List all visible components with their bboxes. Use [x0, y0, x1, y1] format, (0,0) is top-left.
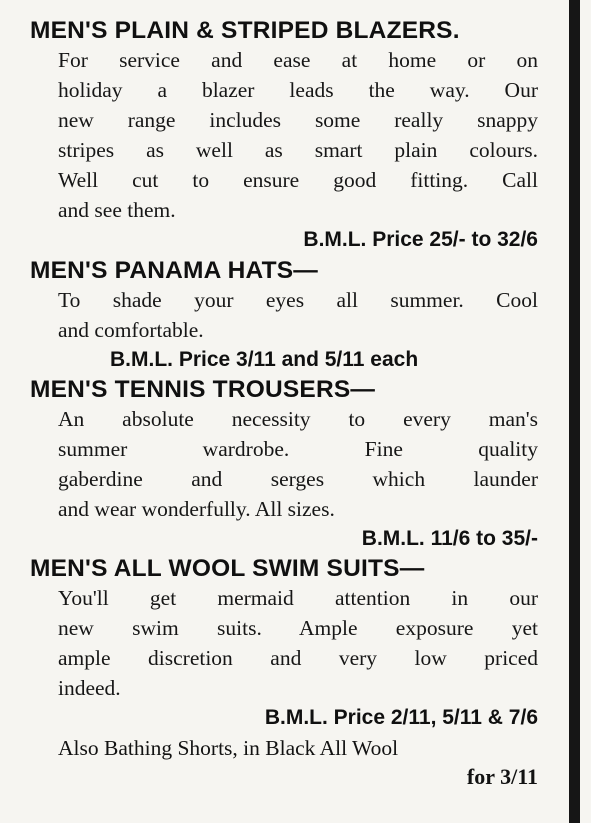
- body-line: To shade your eyes all summer. Cool: [58, 288, 538, 312]
- section-body: [30, 285, 538, 345]
- footer-price: for 3/11: [466, 764, 538, 789]
- section-body: [30, 583, 538, 703]
- price-line: B.M.L. Price 25/- to 32/6: [303, 228, 538, 251]
- advertisement: [30, 16, 538, 791]
- body-line: summer wardrobe. Fine quality: [58, 437, 538, 461]
- column-rule: [569, 0, 580, 823]
- section-heading: MEN'S PANAMA HATS—: [30, 257, 318, 284]
- body-line: For service and ease at home or on: [58, 48, 538, 72]
- section-blazers: [30, 16, 538, 255]
- body-line: indeed.: [58, 676, 121, 700]
- price-line: B.M.L. Price 3/11 and 5/11 each: [110, 348, 419, 371]
- body-line: stripes as well as smart plain colours.: [58, 138, 538, 162]
- section-body: [30, 404, 538, 524]
- price-line: B.M.L. 11/6 to 35/-: [361, 527, 538, 550]
- section-heading: MEN'S TENNIS TROUSERS—: [30, 376, 376, 403]
- body-line: new range includes some really snappy: [58, 108, 538, 132]
- body-line: and see them.: [58, 198, 176, 222]
- body-line: gaberdine and serges which launder: [58, 467, 538, 491]
- body-line: and wear wonderfully. All sizes.: [58, 497, 335, 521]
- body-line: holiday a blazer leads the way. Our: [58, 78, 538, 102]
- section-heading: MEN'S ALL WOOL SWIM SUITS—: [30, 555, 425, 582]
- body-line: ample discretion and very low priced: [58, 646, 538, 670]
- body-line: Well cut to ensure good fitting. Call: [58, 168, 538, 192]
- body-line: You'll get mermaid attention in our: [58, 586, 538, 610]
- body-line: and comfortable.: [58, 318, 204, 342]
- price-line: B.M.L. Price 2/11, 5/11 & 7/6: [264, 706, 538, 729]
- section-tennis-trousers: [30, 375, 538, 554]
- body-line: An absolute necessity to every man's: [58, 407, 538, 431]
- footer-line: Also Bathing Shorts, in Black All Wool: [58, 736, 399, 760]
- body-line: new swim suits. Ample exposure yet: [58, 616, 538, 640]
- section-body: [30, 45, 538, 225]
- section-swim-suits: [30, 554, 538, 791]
- section-panama-hats: [30, 256, 538, 375]
- section-heading: MEN'S PLAIN & STRIPED BLAZERS.: [30, 17, 460, 44]
